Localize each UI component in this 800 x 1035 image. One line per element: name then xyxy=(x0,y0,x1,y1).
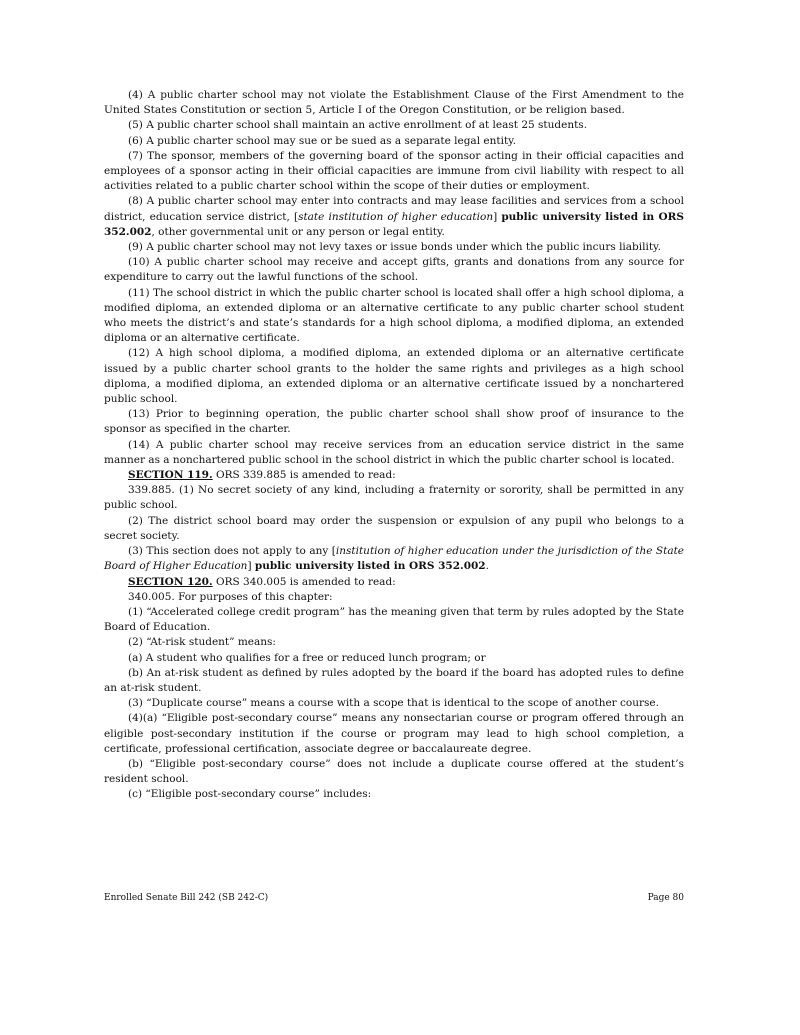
paragraph xyxy=(104,194,684,240)
paragraph: (5) A public charter school shall maintain an active enrollment of at least 25 students. xyxy=(128,119,588,132)
text: . xyxy=(485,560,489,573)
text: , other governmental unit or any person or legal entity. xyxy=(151,225,445,238)
text: ORS 340.005 is amended to read: xyxy=(212,575,396,588)
paragraph: (6) A public charter school may sue or be sued as a separate legal entity. xyxy=(128,134,517,147)
text: ORS 339.885 is amended to read: xyxy=(212,469,396,482)
paragraph: (3) “Duplicate course” means a course with a scope that is identical to the scope of another course. xyxy=(128,697,659,710)
deleted-text: state institution of higher education xyxy=(298,210,494,223)
paragraph xyxy=(104,544,684,574)
paragraph: (4)(a) “Eligible post-secondary course” means any nonsectarian course or program offered through an eligible post-secondary institution if the course or program may lead to high school completion, a certificate, professional certification, associate degree or baccalaureate degree. xyxy=(104,712,684,755)
paragraph: 340.005. For purposes of this chapter: xyxy=(128,590,333,603)
section-number: SECTION 120. xyxy=(128,575,213,588)
paragraph: (1) “Accelerated college credit program” has the meaning given that term by rules adopted by the State Board of Education. xyxy=(104,605,684,634)
paragraph: (c) “Eligible post-secondary course” includes: xyxy=(128,788,372,801)
paragraph: (7) The sponsor, members of the governing board of the sponsor acting in their official capacities and employees of a sponsor acting in their official capacities are immune from civil liability with respect to all activities related to a public charter school within the scope of their duties or employment. xyxy=(104,149,684,193)
added-text: public university listed in ORS 352.002 xyxy=(254,560,486,573)
paragraph: (2) “At-risk student” means: xyxy=(128,636,276,649)
paragraph: 339.885. (1) No secret society of any kind, including a fraternity or sorority, shall be permitted in any public school. xyxy=(104,484,684,512)
text: (3) This section does not apply to any [ xyxy=(128,545,336,558)
deleted-text: institution of higher education under the jurisdiction of the State Board of Higher Education xyxy=(104,545,685,573)
paragraph: (b) An at-risk student as defined by rules adopted by the board if the board has adopted rules to define an at-risk student. xyxy=(104,666,684,694)
paragraph: (11) The school district in which the public charter school is located shall offer a high school diploma, a modified diploma, an extended diploma or an alternative certificate to any public charter school student who meets the district’s and state’s standards for a high school diploma, a modified diploma, an extended diploma or an alternative certificate. xyxy=(104,286,684,345)
paragraph: (9) A public charter school may not levy taxes or issue bonds under which the public incurs liability. xyxy=(128,241,661,254)
section-heading xyxy=(104,575,684,590)
added-text: public university listed in ORS 352.002 xyxy=(104,210,684,238)
page-footer xyxy=(104,893,684,903)
paragraph: (a) A student who qualifies for a free or reduced lunch program; or xyxy=(128,651,486,664)
footer-page-number: Page 80 xyxy=(647,893,684,903)
footer-bill-title: Enrolled Senate Bill 242 (SB 242-C) xyxy=(104,893,269,903)
document-body xyxy=(104,88,684,803)
text: (8) A public charter school may enter into contracts and may lease facilities and services from a school district, education service district, [ xyxy=(104,195,684,223)
paragraph: (14) A public charter school may receive services from an education service district in the same manner as a nonchartered public school in the school district in which the public charter school is located. xyxy=(104,438,684,466)
paragraph: (2) The district school board may order the suspension or expulsion of any pupil who belongs to a secret society. xyxy=(104,514,684,542)
paragraph: (12) A high school diploma, a modified diploma, an extended diploma or an alternative certificate issued by a public charter school grants to the holder the same rights and privileges as a high school diploma, a modified diploma, an extended diploma or an alternative certificate issued by a nonchartered public school. xyxy=(104,347,684,406)
paragraph: (4) A public charter school may not violate the Establishment Clause of the First Amendment to the United States Constitution or section 5, Article I of the Oregon Constitution, or be religion based. xyxy=(104,89,684,117)
text: ] xyxy=(493,210,502,223)
section-number: SECTION 119. xyxy=(128,469,213,482)
paragraph: (b) “Eligible post-secondary course” does not include a duplicate course offered at the student’s resident school. xyxy=(104,757,684,786)
paragraph: (13) Prior to beginning operation, the public charter school shall show proof of insurance to the sponsor as specified in the charter. xyxy=(104,408,684,436)
paragraph: (10) A public charter school may receive and accept gifts, grants and donations from any source for expenditure to carry out the lawful functions of the school. xyxy=(104,256,684,284)
text: ] xyxy=(247,560,255,573)
section-heading xyxy=(104,468,684,483)
